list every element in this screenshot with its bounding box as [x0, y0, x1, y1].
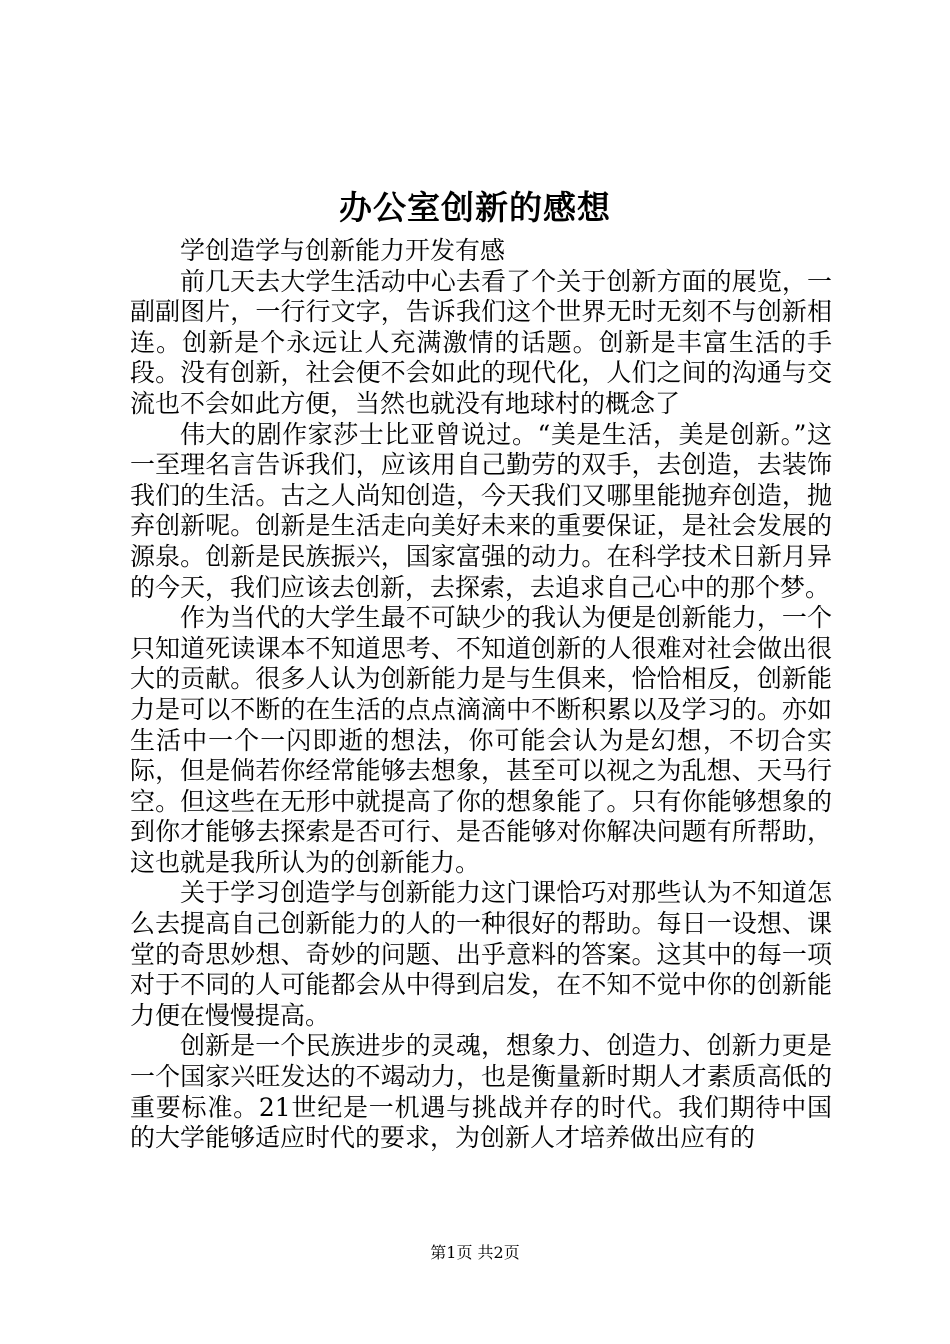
paragraph: 创新是一个民族进步的灵魂，想象力、创造力、创新力更是一个国家兴旺发达的不竭动力，也是衡量新时期人才素质高低的重要标准。21世纪是一机遇与挑战并存的时代。我们期待中国的大学能够适应时代的要求，为创新人才培养做出应有的 — [130, 1031, 832, 1153]
page-title: 办公室创新的感想 — [339, 188, 611, 227]
paragraph: 关于学习创造学与创新能力这门课恰巧对那些认为不知道怎么去提高自己创新能力的人的一种很好的帮助。每日一设想、课堂的奇思妙想、奇妙的问题、出乎意料的答案。这其中的每一项对于不同的人可能都会从中得到启发，在不知不觉中你的创新能力便在慢慢提高。 — [130, 878, 832, 1030]
document-body — [130, 236, 832, 1154]
paragraph-subtitle: 学创造学与创新能力开发有感 — [180, 236, 506, 265]
paragraph: 作为当代的大学生最不可缺少的我认为便是创新能力，一个只知道死读课本不知道思考、不知道创新的人很难对社会做出很大的贡献。很多人认为创新能力是与生俱来，恰恰相反，创新能力是可以不断的在生活的点点滴滴中不断积累以及学习的。亦如生活中一个一闪即逝的想法，你可能会认为是幻想，不切合实际，但是倘若你经常能够去想象，甚至可以视之为乱想、天马行空。但这些在无形中就提高了你的想象能了。只有你能够想象的到你才能够去探索是否可行、是否能够对你解决问题有所帮助，这也就是我所认为的创新能力。 — [130, 603, 832, 877]
page-number-footer: 第1页 共2页 — [430, 1243, 520, 1262]
paragraph: 伟大的剧作家莎士比亚曾说过。“美是生活，美是创新。”这一至理名言告诉我们，应该用自己勤劳的双手，去创造，去装饰我们的生活。古之人尚知创造，今天我们又哪里能抛弃创造，抛弃创新呢。创新是生活走向美好未来的重要保证，是社会发展的源泉。创新是民族振兴，国家富强的动力。在科学技术日新月异的今天，我们应该去创新，去探索，去追求自己心中的那个梦。 — [130, 419, 832, 602]
paragraph: 前几天去大学生活动中心去看了个关于创新方面的展览，一副副图片，一行行文字，告诉我们这个世界无时无刻不与创新相连。创新是个永远让人充满激情的话题。创新是丰富生活的手段。没有创新，社会便不会如此的现代化，人们之间的沟通与交流也不会如此方便，当然也就没有地球村的概念了 — [130, 266, 832, 418]
